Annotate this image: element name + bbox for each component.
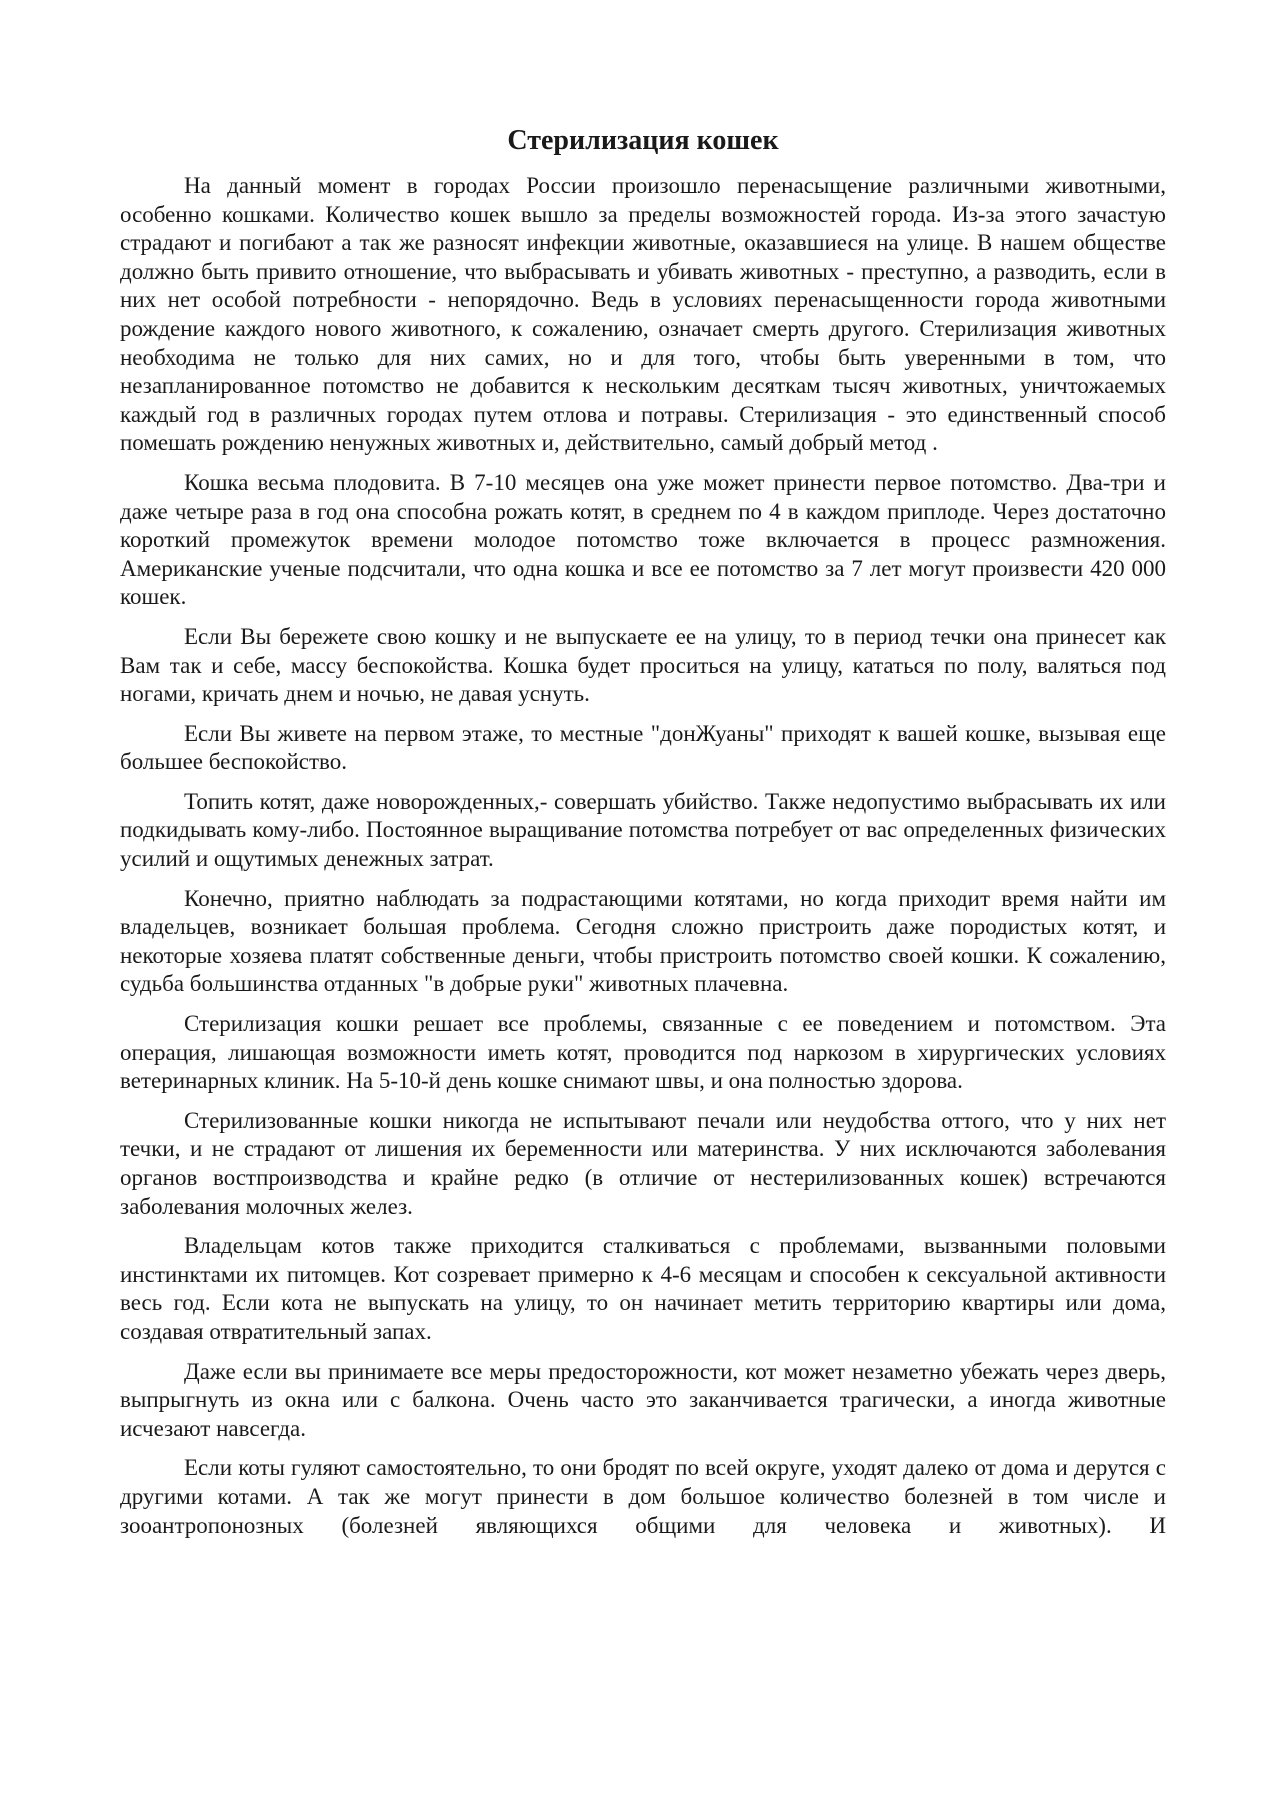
- paragraph: Если коты гуляют самостоятельно, то они бродят по всей округе, уходят далеко от дома и дерутся с другими котами. А так же могут принести в дом большое количество болезней в том числе и зооантропонозных (болезней являющихся общими для человека и животных). И: [120, 1455, 1166, 1538]
- document-page: [120, 122, 1166, 1551]
- document-title: Стерилизация кошек: [507, 125, 779, 156]
- paragraph: Стерилизованные кошки никогда не испытывают печали или неудобства оттого, что у них нет течки, и не страдают от лишения их беременности или материнства. У них исключаются заболевания органов востпроизводства и крайне редко (в отличие от нестерилизованных кошек) встречаются заболевания молочных желез.: [120, 1107, 1166, 1219]
- paragraph: Владельцам котов также приходится сталкиваться с проблемами, вызванными половыми инстинктами их питомцев. Кот созревает примерно к 4-6 месяцам и способен к сексуальной активности весь год. Если кота не выпускать на улицу, то он начинает метить территорию квартиры или дома, создавая отвратительный запах.: [120, 1233, 1166, 1344]
- paragraph: Если Вы живете на первом этаже, то местные "донЖуаны" приходят к вашей кошке, вызывая еще большее беспокойство.: [120, 720, 1166, 775]
- paragraph: Топить котят, даже новорожденных,- совершать убийство. Также недопустимо выбрасывать их или подкидывать кому-либо. Постоянное выращивание потомства потребует от вас определенных физических усилий и ощутимых денежных затрат.: [120, 788, 1166, 872]
- paragraph: Кошка весьма плодовита. В 7-10 месяцев она уже может принести первое потомство. Два-три и даже четыре раза в год она способна рожать котят, в среднем по 4 в каждом приплоде. Через достаточно короткий промежуток времени молодое потомство тоже включается в процесс размножения. Американские ученые подсчитали, что одна кошка и все ее потомство за 7 лет могут произвести 420 000 кошек.: [120, 469, 1166, 610]
- paragraph: Если Вы бережете свою кошку и не выпускаете ее на улицу, то в период течки она принесет как Вам так и себе, массу беспокойства. Кошка будет проситься на улицу, кататься по полу, валяться под ногами, кричать днем и ночью, не давая уснуть.: [120, 623, 1166, 707]
- paragraph: На данный момент в городах России произошло перенасыщение различными животными, особенно кошками. Количество кошек вышло за пределы возможностей города. Из-за этого зачастую страдают и погибают а так же разносят инфекции животные, оказавшиеся на улице. В нашем обществе должно быть привито отношение, что выбрасывать и убивать животных - преступно, а разводить, если в них нет особой потребности - непорядочно. Ведь в условиях перенасыщенности города животными рождение каждого нового животного, к сожалению, означает смерть другого. Стерилизация животных необходима не только для них самих, но и для того, чтобы быть уверенными в том, что незапланированное потомство не добавится к нескольким десяткам тысяч животных, уничтожаемых каждый год в различных городах путем отлова и потравы. Стерилизация - это единственный способ помешать рождению ненужных животных и, действительно, самый добрый метод .: [120, 173, 1166, 456]
- paragraph: Стерилизация кошки решает все проблемы, связанные с ее поведением и потомством. Эта операция, лишающая возможности иметь котят, проводится под наркозом в хирургических условиях ветеринарных клиник. На 5-10-й день кошке снимают швы, и она полностью здорова.: [120, 1011, 1166, 1094]
- paragraph: Даже если вы принимаете все меры предосторожности, кот может незаметно убежать через дверь, выпрыгнуть из окна или с балкона. Очень часто это заканчивается трагически, а иногда животные исчезают навсегда.: [120, 1358, 1166, 1441]
- paragraph: Конечно, приятно наблюдать за подрастающими котятами, но когда приходит время найти им владельцев, возникает большая проблема. Сегодня сложно пристроить даже породистых котят, и некоторые хозяева платят собственные деньги, чтобы пристроить потомство своей кошки. К сожалению, судьба большинства отданных "в добрые руки" животных плачевна.: [120, 885, 1166, 997]
